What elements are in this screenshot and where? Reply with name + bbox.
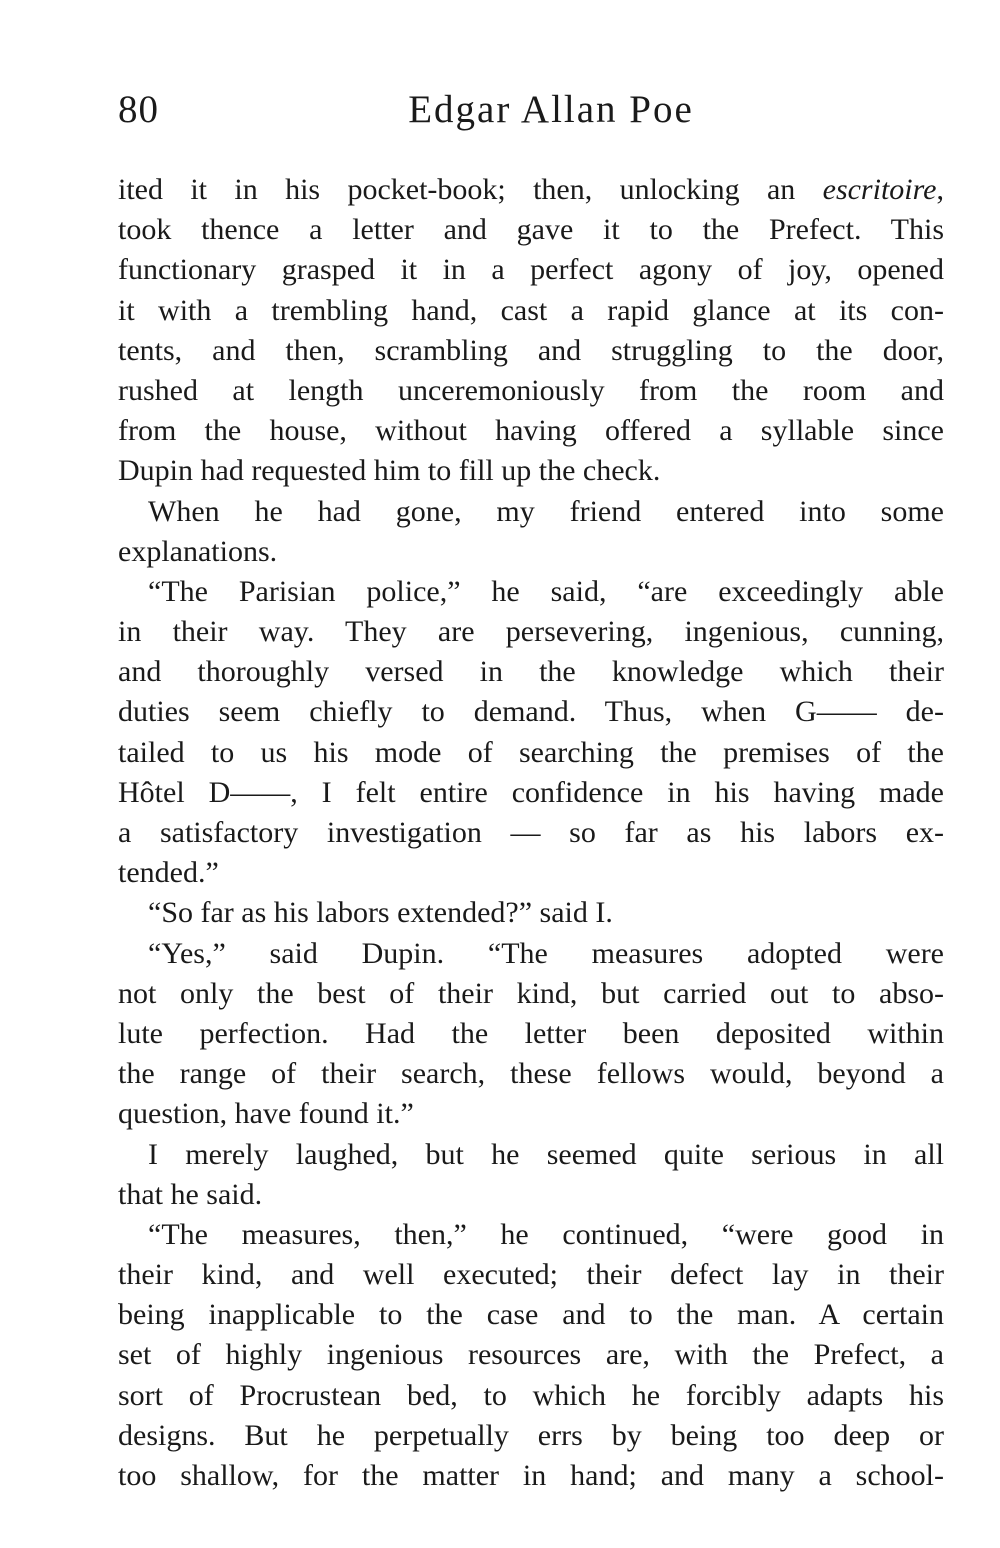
paragraph: [118, 934, 944, 1135]
paragraph: [118, 492, 944, 572]
text-line: tailed to us his mode of searching the premises of the: [118, 735, 944, 769]
text-line: duties seem chiefly to demand. Thus, when G—— de-: [118, 695, 944, 729]
text-line: the range of their search, these fellows would, beyond a: [118, 1057, 944, 1091]
text-line: and thoroughly versed in the knowledge which their: [118, 655, 944, 689]
text-line: it with a trembling hand, cast a rapid glance at its con-: [118, 293, 944, 327]
text-line: tents, and then, scrambling and struggling to the door,: [118, 333, 944, 367]
text-line: sort of Procrustean bed, to which he forcibly adapts his: [118, 1378, 944, 1412]
running-title: Edgar Allan Poe: [408, 88, 694, 131]
paragraph: [118, 1215, 944, 1496]
text-line: I merely laughed, but he seemed quite serious in all: [148, 1137, 944, 1171]
text-line: “The measures, then,” he continued, “were good in: [148, 1217, 944, 1251]
paragraph: [118, 893, 944, 933]
text-line: explanations.: [118, 534, 278, 568]
text-line: tended.”: [118, 856, 219, 890]
text-line: their kind, and well executed; their defect lay in their: [118, 1258, 944, 1292]
text-line: not only the best of their kind, but carried out to abso-: [118, 976, 944, 1010]
text-line: from the house, without having offered a syllable since: [118, 414, 944, 448]
text-line: took thence a letter and gave it to the Prefect. This: [118, 213, 944, 247]
text-line: in their way. They are persevering, ingenious, cunning,: [118, 615, 944, 649]
italic-word: escritoire: [822, 173, 937, 206]
text-line: question, have found it.”: [118, 1097, 414, 1131]
text-line: a satisfactory investigation — so far as his labors ex-: [118, 816, 944, 849]
text-line: being inapplicable to the case and to the man. A certain: [118, 1298, 944, 1332]
text-line: designs. But he perpetually errs by being too deep or: [118, 1418, 944, 1452]
page-number: 80: [118, 88, 159, 131]
running-head: [118, 84, 944, 144]
text-line: set of highly ingenious resources are, with the Prefect, a: [118, 1338, 944, 1372]
paragraph: [118, 572, 944, 894]
paragraph: [118, 1135, 944, 1215]
text-line: lute perfection. Had the letter been deposited within: [118, 1016, 944, 1050]
body-text: [118, 170, 944, 1496]
text-line: “Yes,” said Dupin. “The measures adopted were: [148, 936, 944, 970]
text-line: “The Parisian police,” he said, “are exceedingly able: [148, 574, 944, 608]
text-line: functionary grasped it in a perfect agony of joy, opened: [118, 253, 944, 287]
text-line: “So far as his labors extended?” said I.: [148, 896, 613, 930]
text-line: rushed at length unceremoniously from the room and: [118, 373, 944, 407]
text-line: too shallow, for the matter in hand; and many a school-: [118, 1459, 944, 1492]
text-line: that he said.: [118, 1177, 263, 1211]
text-line: Dupin had requested him to fill up the check.: [118, 454, 661, 488]
text-line: ited it in his pocket-book; then, unlocking an escritoire,: [118, 173, 944, 206]
text-line: Hôtel D——, I felt entire confidence in his having made: [118, 775, 944, 809]
text-line: When he had gone, my friend entered into some: [148, 494, 944, 528]
paragraph: [118, 170, 944, 492]
